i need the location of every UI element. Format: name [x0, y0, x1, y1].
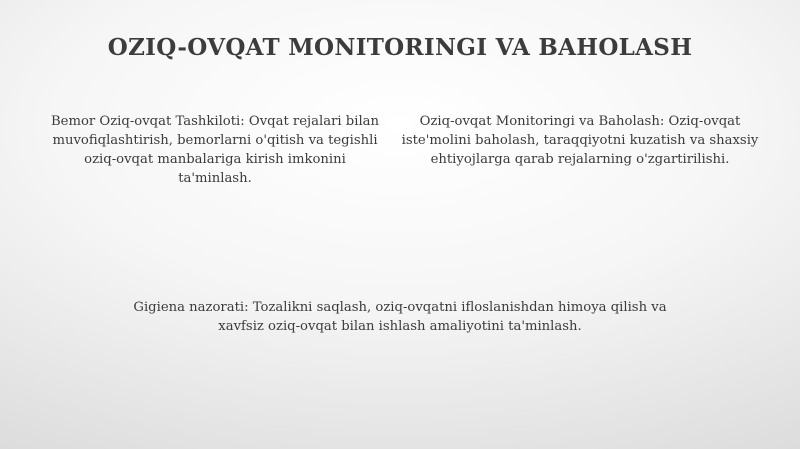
slide-title: OZIQ-OVQAT MONITORINGI VA BAHOLASH [107, 34, 693, 61]
right-text-block: Oziq-ovqat Monitoringi va Baholash: Oziq-ovqat iste'molini baholash, taraqqiyotni kuzatish va shaxsiy ehtiyojlarga qarab rejalarning o'zgartirilishi. [401, 114, 759, 167]
bottom-text-block: Gigiena nazorati: Tozalikni saqlash, oziq-ovqatni ifloslanishdan himoya qilish va xavfsiz oziq-ovqat bilan ishlash amaliyotini ta'minlash. [133, 300, 667, 334]
left-text-block: Bemor Oziq-ovqat Tashkiloti: Ovqat rejalari bilan muvofiqlashtirish, bemorlarni o'qitish va tegishli oziq-ovqat manbalariga kirish imkonini ta'minlash. [50, 114, 380, 186]
